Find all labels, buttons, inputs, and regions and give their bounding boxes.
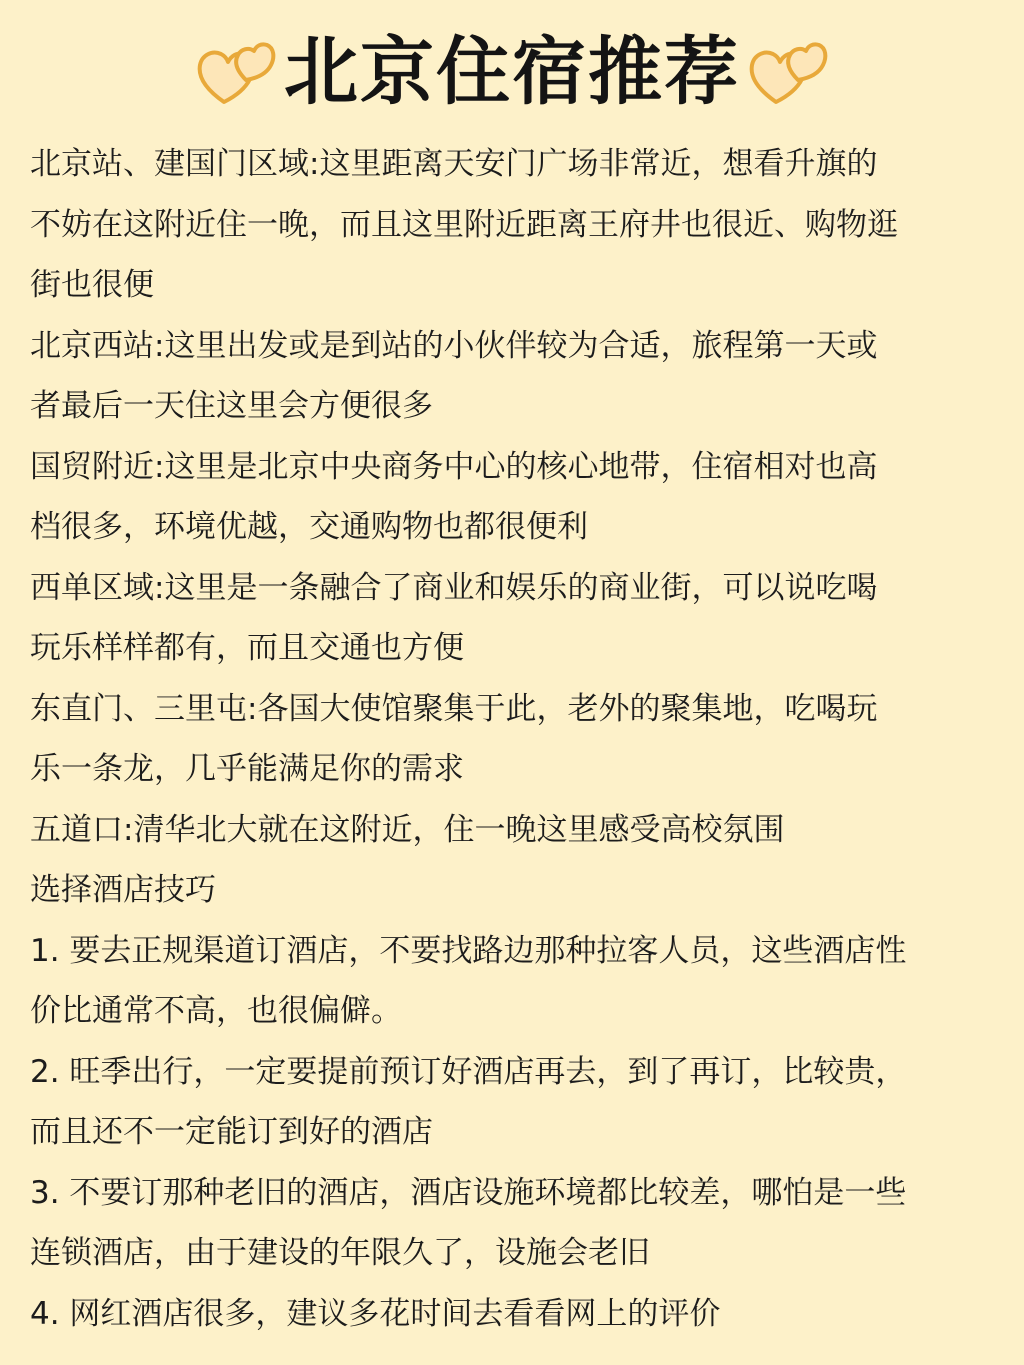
text-line: 档很多，环境优越，交通购物也都很便利	[30, 509, 588, 545]
tip-line: 连锁酒店，由于建设的年限久了，设施会老旧	[30, 1235, 650, 1271]
tip-line: 1. 要去正规渠道订酒店，不要找路边那种拉客人员，这些酒店性	[30, 932, 907, 969]
text-line: 者最后一天住这里会方便很多	[30, 388, 433, 424]
tip-line: 2. 旺季出行，一定要提前预订好酒店再去，到了再订，比较贵，	[30, 1053, 907, 1090]
article-body	[30, 134, 994, 1344]
text-line: 玩乐样样都有，而且交通也方便	[30, 630, 464, 666]
tip-line: 4. 网红酒店很多，建议多花时间去看看网上的评价	[30, 1295, 721, 1332]
text-line: 西单区域:这里是一条融合了商业和娱乐的商业街，可以说吃喝	[30, 569, 878, 606]
section-heading: 选择酒店技巧	[30, 872, 216, 908]
text-line: 街也很便	[30, 267, 154, 303]
text-line: 北京站、建国门区域:这里距离天安门广场非常近，想看升旗的	[30, 146, 878, 182]
title-row	[0, 22, 1024, 122]
text-line: 不妨在这附近住一晚，而且这里附近距离王府井也很近、购物逛	[30, 206, 898, 243]
double-heart-icon	[194, 36, 278, 108]
tip-line: 而且还不一定能订到好的酒店	[30, 1114, 433, 1150]
double-heart-icon	[746, 36, 830, 108]
text-line: 东直门、三里屯:各国大使馆聚集于此，老外的聚集地，吃喝玩	[30, 690, 878, 727]
page-title: 北京住宿推荐	[284, 29, 740, 115]
text-line: 北京西站:这里出发或是到站的小伙伴较为合适，旅程第一天或	[30, 327, 878, 364]
tip-line: 价比通常不高，也很偏僻。	[30, 993, 402, 1029]
text-line: 五道口:清华北大就在这附近，住一晚这里感受高校氛围	[30, 811, 785, 848]
text-line: 国贸附近:这里是北京中央商务中心的核心地带，住宿相对也高	[30, 448, 878, 485]
tip-line: 3. 不要订那种老旧的酒店，酒店设施环境都比较差，哪怕是一些	[30, 1174, 907, 1211]
text-line: 乐一条龙，几乎能满足你的需求	[30, 751, 464, 787]
